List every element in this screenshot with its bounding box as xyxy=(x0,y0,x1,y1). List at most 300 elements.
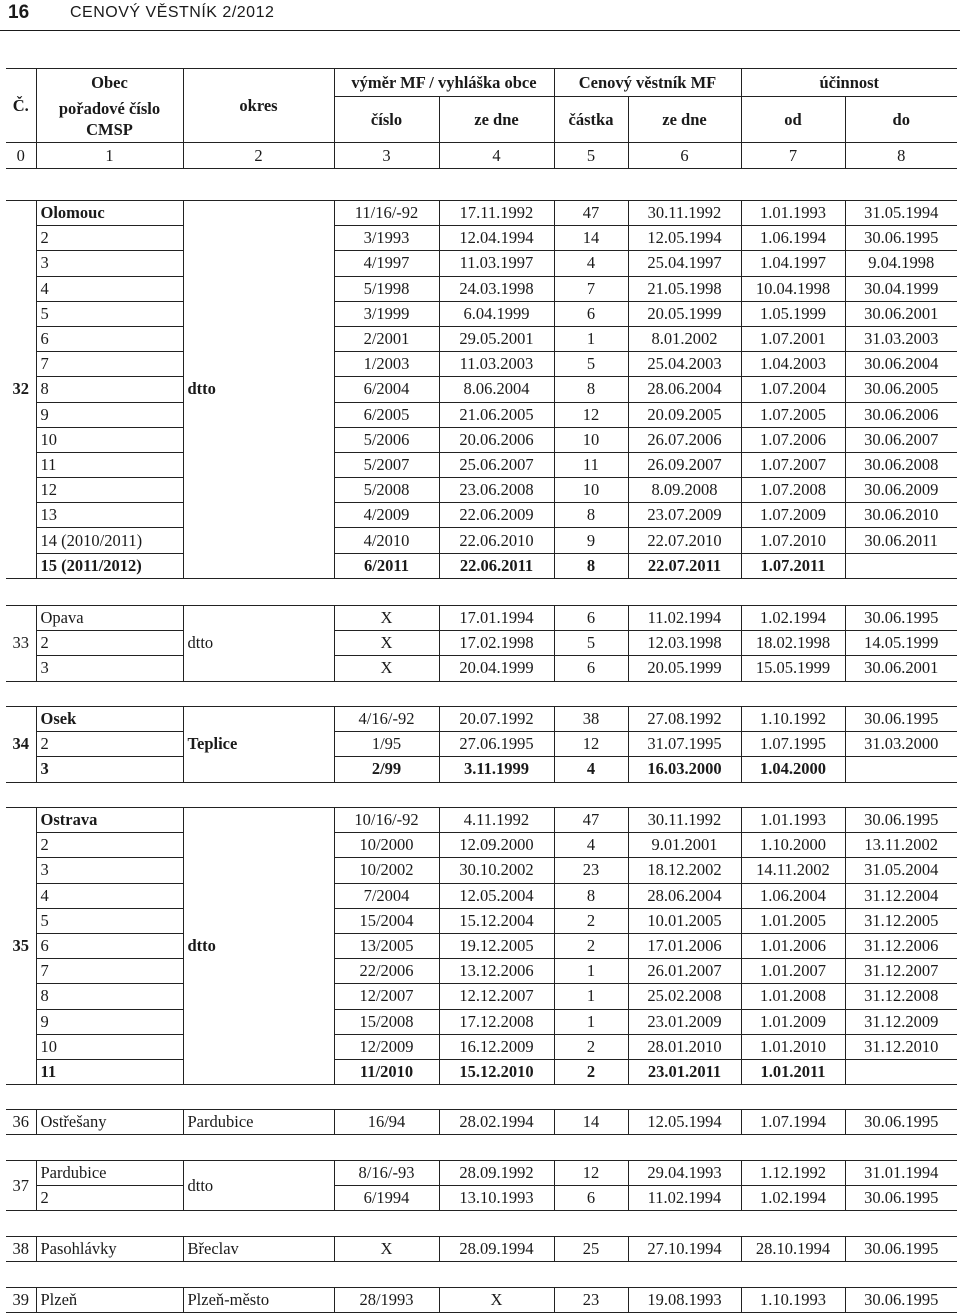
do-cell xyxy=(845,553,957,578)
do-cell: 30.06.2010 xyxy=(845,503,957,528)
group-table xyxy=(6,1236,957,1262)
od-cell: 18.02.1998 xyxy=(741,631,845,656)
do-cell: 30.06.1995 xyxy=(845,808,957,833)
table-row xyxy=(6,1161,957,1186)
castka-cell: 23 xyxy=(554,858,628,883)
vdne-cell: 26.07.2006 xyxy=(628,427,741,452)
cislo-cell: 3/1993 xyxy=(334,226,439,251)
do-cell: 30.06.1995 xyxy=(845,1237,957,1262)
record-number: 32 xyxy=(6,201,36,579)
vdne-cell: 25.04.2003 xyxy=(628,352,741,377)
record-number: 36 xyxy=(6,1110,36,1135)
od-cell: 28.10.1994 xyxy=(741,1237,845,1262)
castka-cell: 6 xyxy=(554,606,628,631)
table-row xyxy=(6,1110,957,1135)
vdne-cell: 20.05.1999 xyxy=(628,656,741,681)
castka-cell: 2 xyxy=(554,1034,628,1059)
obec-cell: Opava xyxy=(36,606,183,631)
od-cell: 1.10.1993 xyxy=(741,1288,845,1313)
group-table xyxy=(6,1109,957,1135)
od-cell: 1.04.2000 xyxy=(741,757,845,782)
vdne-cell: 11.02.1994 xyxy=(628,606,741,631)
page-header xyxy=(0,0,960,28)
od-cell: 1.07.2010 xyxy=(741,528,845,553)
obec-cell: 7 xyxy=(36,959,183,984)
do-cell: 30.06.1995 xyxy=(845,707,957,732)
table-row xyxy=(6,301,957,326)
do-cell: 30.06.1995 xyxy=(845,1110,957,1135)
obec-cell: Ostřešany xyxy=(36,1110,183,1135)
od-cell: 1.04.2003 xyxy=(741,352,845,377)
vdne-cell: 11.02.1994 xyxy=(628,1186,741,1211)
od-cell: 1.06.2004 xyxy=(741,883,845,908)
header-c: Č. xyxy=(6,69,36,143)
od-cell: 1.07.2001 xyxy=(741,326,845,351)
record-number: 37 xyxy=(6,1161,36,1211)
header-zedne1: ze dne xyxy=(439,97,554,143)
obec-cell: 2 xyxy=(36,732,183,757)
okres-cell: Pardubice xyxy=(183,1110,334,1135)
cislo-cell: 4/1997 xyxy=(334,251,439,276)
table-row xyxy=(6,352,957,377)
vdne-cell: 9.01.2001 xyxy=(628,833,741,858)
do-cell: 31.12.2004 xyxy=(845,883,957,908)
group-table xyxy=(6,706,957,783)
zedne-cell: 17.11.1992 xyxy=(439,201,554,226)
cislo-cell: 15/2004 xyxy=(334,908,439,933)
vdne-cell: 22.07.2011 xyxy=(628,553,741,578)
castka-cell: 38 xyxy=(554,707,628,732)
obec-cell: 2 xyxy=(36,833,183,858)
do-cell: 31.03.2000 xyxy=(845,732,957,757)
od-cell: 10.04.1998 xyxy=(741,276,845,301)
vdne-cell: 27.08.1992 xyxy=(628,707,741,732)
vdne-cell: 26.01.2007 xyxy=(628,959,741,984)
vdne-cell: 26.09.2007 xyxy=(628,452,741,477)
do-cell: 30.06.2001 xyxy=(845,656,957,681)
do-cell: 30.06.2008 xyxy=(845,452,957,477)
table-row xyxy=(6,707,957,732)
table-row xyxy=(6,908,957,933)
obec-cell: Osek xyxy=(36,707,183,732)
obec-cell: 2 xyxy=(36,631,183,656)
cislo-cell: 2/99 xyxy=(334,757,439,782)
table-row xyxy=(6,1288,957,1313)
zedne-cell: 23.06.2008 xyxy=(439,478,554,503)
cislo-cell: 10/16/-92 xyxy=(334,808,439,833)
cislo-cell: 5/1998 xyxy=(334,276,439,301)
cislo-cell: 6/2011 xyxy=(334,553,439,578)
table-row xyxy=(6,377,957,402)
table-row xyxy=(6,1009,957,1034)
do-cell: 30.06.2005 xyxy=(845,377,957,402)
vdne-cell: 29.04.1993 xyxy=(628,1161,741,1186)
table-row xyxy=(6,833,957,858)
do-cell: 31.12.2009 xyxy=(845,1009,957,1034)
obec-cell: 8 xyxy=(36,984,183,1009)
obec-cell: 11 xyxy=(36,452,183,477)
zedne-cell: 28.09.1992 xyxy=(439,1161,554,1186)
obec-cell: Olomouc xyxy=(36,201,183,226)
zedne-cell: 17.02.1998 xyxy=(439,631,554,656)
castka-cell: 8 xyxy=(554,503,628,528)
vdne-cell: 12.05.1994 xyxy=(628,1110,741,1135)
castka-cell: 12 xyxy=(554,402,628,427)
page-number: 16 xyxy=(8,2,30,23)
zedne-cell: 22.06.2009 xyxy=(439,503,554,528)
od-cell: 1.07.2004 xyxy=(741,377,845,402)
od-cell: 1.01.2009 xyxy=(741,1009,845,1034)
castka-cell: 5 xyxy=(554,352,628,377)
zedne-cell: 11.03.1997 xyxy=(439,251,554,276)
od-cell: 1.07.2005 xyxy=(741,402,845,427)
castka-cell: 4 xyxy=(554,251,628,276)
od-cell: 1.12.1992 xyxy=(741,1161,845,1186)
obec-cell: Pasohlávky xyxy=(36,1237,183,1262)
od-cell: 15.05.1999 xyxy=(741,656,845,681)
do-cell: 13.11.2002 xyxy=(845,833,957,858)
table-row xyxy=(6,631,957,656)
table-row xyxy=(6,808,957,833)
castka-cell: 5 xyxy=(554,631,628,656)
header-rule xyxy=(0,30,960,31)
castka-cell: 2 xyxy=(554,1059,628,1084)
castka-cell: 8 xyxy=(554,377,628,402)
cislo-cell: 4/2010 xyxy=(334,528,439,553)
zedne-cell: 3.11.1999 xyxy=(439,757,554,782)
do-cell: 31.05.2004 xyxy=(845,858,957,883)
vdne-cell: 10.01.2005 xyxy=(628,908,741,933)
do-cell: 31.12.2010 xyxy=(845,1034,957,1059)
table-row xyxy=(6,959,957,984)
castka-cell: 6 xyxy=(554,301,628,326)
obec-cell: 4 xyxy=(36,883,183,908)
vdne-cell: 23.07.2009 xyxy=(628,503,741,528)
obec-cell: 13 xyxy=(36,503,183,528)
table-row xyxy=(6,276,957,301)
od-cell: 1.07.2007 xyxy=(741,452,845,477)
cislo-cell: 1/2003 xyxy=(334,352,439,377)
castka-cell: 10 xyxy=(554,427,628,452)
zedne-cell: 11.03.2003 xyxy=(439,352,554,377)
table-row xyxy=(6,452,957,477)
do-cell: 31.12.2007 xyxy=(845,959,957,984)
table-row xyxy=(6,478,957,503)
zedne-cell: 20.06.2006 xyxy=(439,427,554,452)
do-cell: 31.12.2005 xyxy=(845,908,957,933)
table-header xyxy=(6,68,957,169)
publication-title: CENOVÝ VĚSTNÍK 2/2012 xyxy=(70,4,275,21)
vdne-cell: 19.08.1993 xyxy=(628,1288,741,1313)
obec-cell: 14 (2010/2011) xyxy=(36,528,183,553)
okres-cell: Teplice xyxy=(183,707,334,783)
od-cell: 1.10.1992 xyxy=(741,707,845,732)
cislo-cell: 8/16/-93 xyxy=(334,1161,439,1186)
obec-cell: 10 xyxy=(36,427,183,452)
castka-cell: 8 xyxy=(554,553,628,578)
do-cell: 30.06.2006 xyxy=(845,402,957,427)
okres-cell: dtto xyxy=(183,1161,334,1211)
col-number: 6 xyxy=(628,143,741,169)
vdne-cell: 25.02.2008 xyxy=(628,984,741,1009)
table-row xyxy=(6,933,957,958)
zedne-cell: 20.07.1992 xyxy=(439,707,554,732)
castka-cell: 1 xyxy=(554,959,628,984)
obec-cell: 15 (2011/2012) xyxy=(36,553,183,578)
do-cell: 30.04.1999 xyxy=(845,276,957,301)
header-castka: částka xyxy=(554,97,628,143)
do-cell: 31.12.2008 xyxy=(845,984,957,1009)
castka-cell: 2 xyxy=(554,933,628,958)
record-number: 35 xyxy=(6,808,36,1085)
col-number: 7 xyxy=(741,143,845,169)
okres-cell: dtto xyxy=(183,808,334,1085)
castka-cell: 25 xyxy=(554,1237,628,1262)
vdne-cell: 30.11.1992 xyxy=(628,808,741,833)
vdne-cell: 8.09.2008 xyxy=(628,478,741,503)
obec-cell: 4 xyxy=(36,276,183,301)
castka-cell: 10 xyxy=(554,478,628,503)
zedne-cell: 28.09.1994 xyxy=(439,1237,554,1262)
col-number: 1 xyxy=(36,143,183,169)
do-cell xyxy=(845,757,957,782)
col-number: 8 xyxy=(845,143,957,169)
do-cell: 31.05.1994 xyxy=(845,201,957,226)
do-cell: 30.06.2001 xyxy=(845,301,957,326)
okres-cell: Plzeň-město xyxy=(183,1288,334,1313)
zedne-cell: 25.06.2007 xyxy=(439,452,554,477)
cislo-cell: X xyxy=(334,606,439,631)
vdne-cell: 31.07.1995 xyxy=(628,732,741,757)
col-number: 0 xyxy=(6,143,36,169)
table-row xyxy=(6,251,957,276)
okres-cell: dtto xyxy=(183,606,334,682)
table-row xyxy=(6,1034,957,1059)
zedne-cell: 24.03.1998 xyxy=(439,276,554,301)
castka-cell: 14 xyxy=(554,1110,628,1135)
od-cell: 1.01.2010 xyxy=(741,1034,845,1059)
zedne-cell: 12.12.2007 xyxy=(439,984,554,1009)
castka-cell: 7 xyxy=(554,276,628,301)
castka-cell: 8 xyxy=(554,883,628,908)
header-vestnik: Cenový věstník MF xyxy=(554,69,741,97)
cislo-cell: 1/95 xyxy=(334,732,439,757)
cislo-cell: 12/2007 xyxy=(334,984,439,1009)
cislo-cell: 4/2009 xyxy=(334,503,439,528)
castka-cell: 1 xyxy=(554,1009,628,1034)
do-cell: 30.06.2011 xyxy=(845,528,957,553)
od-cell: 1.01.2006 xyxy=(741,933,845,958)
cislo-cell: 5/2006 xyxy=(334,427,439,452)
cislo-cell: 13/2005 xyxy=(334,933,439,958)
cislo-cell: 11/2010 xyxy=(334,1059,439,1084)
col-number: 4 xyxy=(439,143,554,169)
zedne-cell: X xyxy=(439,1288,554,1313)
vdne-cell: 28.01.2010 xyxy=(628,1034,741,1059)
od-cell: 1.01.1993 xyxy=(741,808,845,833)
vdne-cell: 23.01.2009 xyxy=(628,1009,741,1034)
table-row xyxy=(6,226,957,251)
cislo-cell: 2/2001 xyxy=(334,326,439,351)
obec-cell: 5 xyxy=(36,301,183,326)
zedne-cell: 15.12.2004 xyxy=(439,908,554,933)
vdne-cell: 12.03.1998 xyxy=(628,631,741,656)
cislo-cell: 16/94 xyxy=(334,1110,439,1135)
obec-cell: 3 xyxy=(36,858,183,883)
od-cell: 1.01.2008 xyxy=(741,984,845,1009)
record-number: 33 xyxy=(6,606,36,682)
obec-cell: 2 xyxy=(36,226,183,251)
column-number-row xyxy=(6,143,957,169)
cislo-cell: 11/16/-92 xyxy=(334,201,439,226)
cislo-cell: 6/1994 xyxy=(334,1186,439,1211)
od-cell: 1.01.2005 xyxy=(741,908,845,933)
castka-cell: 1 xyxy=(554,326,628,351)
od-cell: 1.07.1994 xyxy=(741,1110,845,1135)
cislo-cell: 10/2002 xyxy=(334,858,439,883)
vdne-cell: 28.06.2004 xyxy=(628,377,741,402)
obec-cell: 3 xyxy=(36,251,183,276)
table-row xyxy=(6,503,957,528)
do-cell: 30.06.2007 xyxy=(845,427,957,452)
vdne-cell: 21.05.1998 xyxy=(628,276,741,301)
od-cell: 1.01.1993 xyxy=(741,201,845,226)
cislo-cell: 6/2005 xyxy=(334,402,439,427)
cislo-cell: 5/2008 xyxy=(334,478,439,503)
zedne-cell: 29.05.2001 xyxy=(439,326,554,351)
od-cell: 1.04.1997 xyxy=(741,251,845,276)
header-od: od xyxy=(741,97,845,143)
header-okres: okres xyxy=(183,69,334,143)
zedne-cell: 19.12.2005 xyxy=(439,933,554,958)
od-cell: 1.07.1995 xyxy=(741,732,845,757)
table-row xyxy=(6,858,957,883)
vdne-cell: 16.03.2000 xyxy=(628,757,741,782)
table-row xyxy=(6,402,957,427)
cislo-cell: 3/1999 xyxy=(334,301,439,326)
obec-cell: Ostrava xyxy=(36,808,183,833)
table-row xyxy=(6,757,957,782)
castka-cell: 12 xyxy=(554,732,628,757)
vdne-cell: 25.04.1997 xyxy=(628,251,741,276)
obec-cell: 6 xyxy=(36,933,183,958)
zedne-cell: 17.01.1994 xyxy=(439,606,554,631)
castka-cell: 2 xyxy=(554,908,628,933)
castka-cell: 47 xyxy=(554,808,628,833)
do-cell: 30.06.2009 xyxy=(845,478,957,503)
vdne-cell: 28.06.2004 xyxy=(628,883,741,908)
obec-cell: 7 xyxy=(36,352,183,377)
zedne-cell: 6.04.1999 xyxy=(439,301,554,326)
obec-cell: 2 xyxy=(36,1186,183,1211)
castka-cell: 4 xyxy=(554,833,628,858)
table-row xyxy=(6,1237,957,1262)
castka-cell: 14 xyxy=(554,226,628,251)
castka-cell: 6 xyxy=(554,1186,628,1211)
record-number: 34 xyxy=(6,707,36,783)
table-row xyxy=(6,427,957,452)
cislo-cell: 6/2004 xyxy=(334,377,439,402)
header-obec-sub xyxy=(36,97,183,143)
zedne-cell: 13.12.2006 xyxy=(439,959,554,984)
od-cell: 1.02.1994 xyxy=(741,606,845,631)
zedne-cell: 16.12.2009 xyxy=(439,1034,554,1059)
header-cislo: číslo xyxy=(334,97,439,143)
zedne-cell: 20.04.1999 xyxy=(439,656,554,681)
vdne-cell: 27.10.1994 xyxy=(628,1237,741,1262)
header-zedne2: ze dne xyxy=(628,97,741,143)
zedne-cell: 15.12.2010 xyxy=(439,1059,554,1084)
group-table xyxy=(6,605,957,682)
zedne-cell: 12.04.1994 xyxy=(439,226,554,251)
obec-cell: Plzeň xyxy=(36,1288,183,1313)
cislo-cell: 22/2006 xyxy=(334,959,439,984)
record-number: 39 xyxy=(6,1288,36,1313)
obec-cell: 3 xyxy=(36,757,183,782)
zedne-cell: 8.06.2004 xyxy=(439,377,554,402)
table-row xyxy=(6,1059,957,1084)
cislo-cell: X xyxy=(334,631,439,656)
obec-cell: 10 xyxy=(36,1034,183,1059)
cislo-cell: 15/2008 xyxy=(334,1009,439,1034)
header-cmsp: CMSP xyxy=(86,120,133,140)
od-cell: 1.06.1994 xyxy=(741,226,845,251)
col-number: 3 xyxy=(334,143,439,169)
castka-cell: 11 xyxy=(554,452,628,477)
vdne-cell: 8.01.2002 xyxy=(628,326,741,351)
zedne-cell: 27.06.1995 xyxy=(439,732,554,757)
obec-cell: Pardubice xyxy=(36,1161,183,1186)
zedne-cell: 12.05.2004 xyxy=(439,883,554,908)
od-cell: 1.07.2008 xyxy=(741,478,845,503)
header-obec: Obec xyxy=(36,69,183,97)
table-row xyxy=(6,528,957,553)
zedne-cell: 30.10.2002 xyxy=(439,858,554,883)
od-cell: 1.07.2009 xyxy=(741,503,845,528)
zedne-cell: 12.09.2000 xyxy=(439,833,554,858)
vdne-cell: 30.11.1992 xyxy=(628,201,741,226)
table-row xyxy=(6,606,957,631)
zedne-cell: 4.11.1992 xyxy=(439,808,554,833)
table-row xyxy=(6,201,957,226)
castka-cell: 12 xyxy=(554,1161,628,1186)
od-cell: 1.01.2011 xyxy=(741,1059,845,1084)
header-poradove: pořadové číslo xyxy=(58,99,161,119)
vdne-cell: 17.01.2006 xyxy=(628,933,741,958)
zedne-cell: 28.02.1994 xyxy=(439,1110,554,1135)
table-row xyxy=(6,1186,957,1211)
castka-cell: 9 xyxy=(554,528,628,553)
od-cell: 14.11.2002 xyxy=(741,858,845,883)
okres-cell: Břeclav xyxy=(183,1237,334,1262)
vdne-cell: 22.07.2010 xyxy=(628,528,741,553)
do-cell: 30.06.1995 xyxy=(845,606,957,631)
header-vymer: výměr MF / vyhláška obce xyxy=(334,69,554,97)
do-cell xyxy=(845,1059,957,1084)
obec-cell: 6 xyxy=(36,326,183,351)
obec-cell: 9 xyxy=(36,1009,183,1034)
castka-cell: 1 xyxy=(554,984,628,1009)
cislo-cell: 5/2007 xyxy=(334,452,439,477)
header-ucinnost: účinnost xyxy=(741,69,957,97)
group-table xyxy=(6,200,957,579)
do-cell: 30.06.2004 xyxy=(845,352,957,377)
table-row xyxy=(6,732,957,757)
okres-cell: dtto xyxy=(183,201,334,579)
od-cell: 1.07.2011 xyxy=(741,553,845,578)
table-row xyxy=(6,984,957,1009)
od-cell: 1.10.2000 xyxy=(741,833,845,858)
